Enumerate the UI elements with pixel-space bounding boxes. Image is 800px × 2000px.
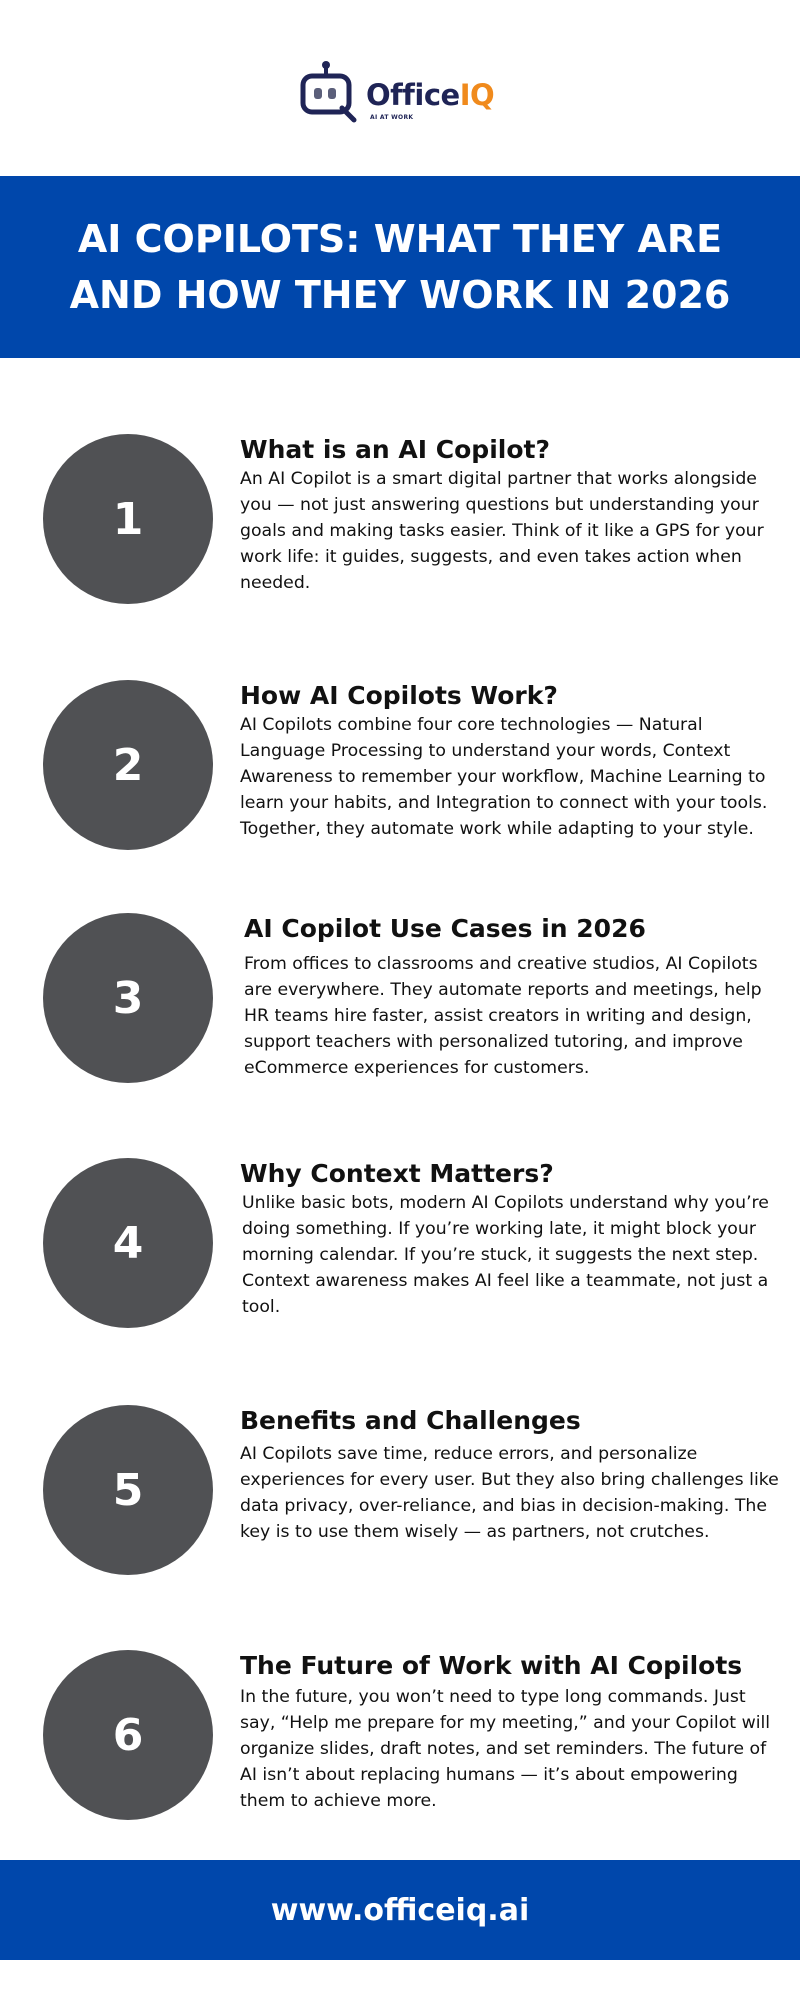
- step-body: AI Copilots save time, reduce errors, and personalize experiences for every user. But they also bring challenges like data privacy, over-reliance, and bias in decision-making. The key is to use them wisely — as partners, not crutches.: [240, 1444, 779, 1542]
- step-number-circle: 4: [43, 1158, 213, 1328]
- step-number-circle: 6: [43, 1650, 213, 1820]
- step-body: An AI Copilot is a smart digital partner that works alongside you — not just answering questions but understanding your goals and making tasks easier. Think of it like a GPS for your work life: it guides, suggests, and even takes action when needed.: [240, 469, 764, 593]
- step-body: AI Copilots combine four core technologies — Natural Language Processing to understand your words, Context Awareness to remember your workflow, Machine Learning to learn your habits, and Integration to connect with your tools. Together, they automate work while adapting to your style.: [240, 715, 768, 839]
- robot-icon: [298, 60, 368, 126]
- footer-url: www.officeiq.ai: [270, 1892, 530, 1928]
- step-body: From offices to classrooms and creative studios, AI Copilots are everywhere. They automate reports and meetings, help HR teams hire faster, assist creators in writing and design, support teachers with personalized tutoring, and improve eCommerce experiences for customers.: [244, 954, 762, 1078]
- step-number-circle: 2: [43, 680, 213, 850]
- brand-tagline: AI AT WORK: [370, 114, 414, 121]
- step-number-circle: 1: [43, 434, 213, 604]
- step-number-circle: 3: [43, 913, 213, 1083]
- step-body: Unlike basic bots, modern AI Copilots understand why you’re doing something. If you’re working late, it might block your morning calendar. If you’re stuck, it suggests the next step. Context awareness makes AI feel like a teammate, not just a tool.: [242, 1193, 769, 1317]
- step-heading: The Future of Work with AI Copilots: [240, 1651, 743, 1680]
- step-number-circle: 5: [43, 1405, 213, 1575]
- step-body: In the future, you won’t need to type long commands. Just say, “Help me prepare for my meeting,” and your Copilot will organize slides, draft notes, and set reminders. The future of AI isn’t about replacing humans — it’s about empowering them to achieve more.: [240, 1687, 771, 1811]
- step-heading: What is an AI Copilot?: [240, 435, 550, 464]
- brand-wordmark: [366, 78, 494, 112]
- step-heading: Why Context Matters?: [240, 1159, 554, 1188]
- brand-name-part1: Office: [366, 78, 460, 112]
- brand-logo: [298, 60, 518, 130]
- step-heading: Benefits and Challenges: [240, 1406, 581, 1435]
- footer-banner: [0, 1860, 800, 1960]
- brand-name-part2: IQ: [459, 78, 495, 112]
- title-banner: [0, 176, 800, 358]
- page-title: AI COPILOTS: WHAT THEY ARE AND HOW THEY WORK IN 2026: [69, 217, 731, 317]
- step-heading: How AI Copilots Work?: [240, 681, 558, 710]
- step-heading: AI Copilot Use Cases in 2026: [244, 914, 646, 943]
